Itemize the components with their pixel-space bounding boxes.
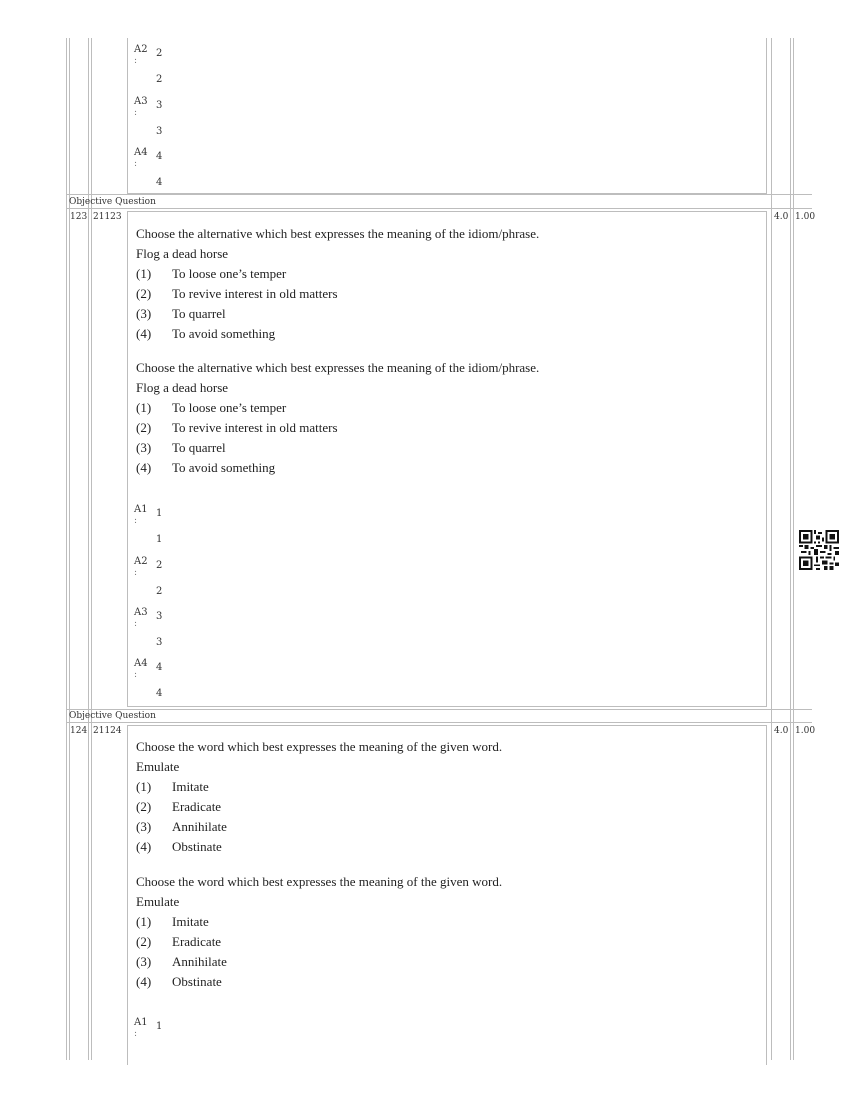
answer-value: 2 <box>156 74 163 85</box>
answer-label: A1 <box>134 504 148 515</box>
question-body <box>136 737 756 857</box>
option-text: Obstinate <box>172 839 222 854</box>
option-row <box>136 837 756 857</box>
row-divider <box>66 722 812 723</box>
answer-colon: : <box>134 56 138 66</box>
answer-value: 4 <box>156 177 163 188</box>
option-text: To quarrel <box>172 306 226 321</box>
question-serial: 124 <box>70 726 88 736</box>
answer-value: 3 <box>156 100 163 111</box>
question-content-cell-top <box>127 38 767 194</box>
answer-a4 <box>134 658 194 710</box>
option-row <box>136 817 756 837</box>
option-row <box>136 912 756 932</box>
answer-colon: : <box>134 159 138 169</box>
option-number: (3) <box>136 440 152 455</box>
option-row <box>136 304 756 324</box>
answer-value: 4 <box>156 688 163 699</box>
question-stem: Choose the alternative which best expresses the meaning of the idiom/phrase. <box>136 360 540 375</box>
table-border-left-inner <box>69 38 70 1060</box>
question-prompt: Emulate <box>136 759 180 774</box>
option-row <box>136 438 756 458</box>
option-number: (3) <box>136 819 152 834</box>
question-id: 21124 <box>93 726 122 736</box>
option-row <box>136 264 756 284</box>
answer-label: A3 <box>134 607 148 618</box>
option-row <box>136 398 756 418</box>
top-answer-a2 <box>134 44 194 96</box>
answer-label: A2 <box>134 556 148 567</box>
answer-value: 2 <box>156 586 163 597</box>
section-label: Objective Question <box>69 197 156 207</box>
option-row <box>136 324 756 344</box>
answer-a1 <box>134 504 194 556</box>
question-stem: Choose the word which best expresses the meaning of the given word. <box>136 739 503 754</box>
answer-value: 3 <box>156 126 163 137</box>
option-row <box>136 932 756 952</box>
answer-value: 1 <box>156 1021 163 1032</box>
option-text: Annihilate <box>172 819 227 834</box>
question-id: 21123 <box>93 212 122 222</box>
answer-colon: : <box>134 516 138 526</box>
question-body-repeat <box>136 358 756 478</box>
answer-colon: : <box>134 619 138 629</box>
answer-colon: : <box>134 108 138 118</box>
option-number: (4) <box>136 460 152 475</box>
answer-value: 1 <box>156 534 163 545</box>
option-row <box>136 284 756 304</box>
option-number: (1) <box>136 779 152 794</box>
option-number: (2) <box>136 799 152 814</box>
question-serial: 123 <box>70 212 88 222</box>
answer-label: A4 <box>134 147 148 158</box>
option-number: (1) <box>136 400 152 415</box>
col-sep-2 <box>91 38 92 1060</box>
answer-label: A1 <box>134 1017 148 1028</box>
answer-a2 <box>134 556 194 608</box>
question-body <box>136 224 756 344</box>
answer-value: 3 <box>156 611 163 622</box>
option-number: (4) <box>136 974 152 989</box>
option-text: Imitate <box>172 779 209 794</box>
option-row <box>136 797 756 817</box>
option-number: (2) <box>136 286 152 301</box>
option-text: To avoid something <box>172 460 276 475</box>
option-row <box>136 952 756 972</box>
answer-value: 4 <box>156 151 163 162</box>
answer-a1 <box>134 1017 194 1069</box>
option-number: (1) <box>136 266 152 281</box>
question-prompt: Emulate <box>136 894 180 909</box>
section-label: Objective Question <box>69 711 156 721</box>
question-prompt: Flog a dead horse <box>136 246 229 261</box>
option-text: To quarrel <box>172 440 226 455</box>
option-row <box>136 777 756 797</box>
question-negative-marks: 1.00 <box>795 212 816 222</box>
question-stem: Choose the word which best expresses the meaning of the given word. <box>136 874 503 889</box>
option-number: (2) <box>136 934 152 949</box>
table-border-left-outer <box>66 38 67 1060</box>
option-row <box>136 418 756 438</box>
row-divider <box>66 208 812 209</box>
question-body-repeat <box>136 872 756 992</box>
top-answer-a3 <box>134 96 194 148</box>
option-text: To loose one’s temper <box>172 400 287 415</box>
option-number: (1) <box>136 914 152 929</box>
answer-colon: : <box>134 670 138 680</box>
answer-value: 3 <box>156 637 163 648</box>
option-number: (4) <box>136 839 152 854</box>
option-number: (2) <box>136 420 152 435</box>
answer-label: A3 <box>134 96 148 107</box>
row-divider <box>66 709 812 710</box>
answer-value: 2 <box>156 48 163 59</box>
option-text: Eradicate <box>172 934 222 949</box>
option-text: Obstinate <box>172 974 222 989</box>
question-marks: 4.0 <box>774 212 789 222</box>
option-number: (3) <box>136 306 152 321</box>
option-text: Imitate <box>172 914 209 929</box>
answer-colon: : <box>134 568 138 578</box>
question-marks: 4.0 <box>774 726 789 736</box>
option-row <box>136 972 756 992</box>
answer-a3 <box>134 607 194 659</box>
top-answer-a4 <box>134 147 194 199</box>
option-text: To revive interest in old matters <box>172 420 338 435</box>
option-text: To loose one’s temper <box>172 266 287 281</box>
answer-label: A2 <box>134 44 148 55</box>
option-text: To revive interest in old matters <box>172 286 338 301</box>
answer-value: 4 <box>156 662 163 673</box>
col-sep-right-2 <box>790 38 791 1060</box>
col-sep-right-1 <box>771 38 772 1060</box>
option-number: (3) <box>136 954 152 969</box>
answer-label: A4 <box>134 658 148 669</box>
row-divider <box>66 194 812 195</box>
option-number: (4) <box>136 326 152 341</box>
option-row <box>136 458 756 478</box>
option-text: Eradicate <box>172 799 222 814</box>
question-negative-marks: 1.00 <box>795 726 816 736</box>
col-sep-1 <box>88 38 89 1060</box>
col-sep-right-3 <box>793 38 794 1060</box>
option-text: Annihilate <box>172 954 227 969</box>
question-stem: Choose the alternative which best expresses the meaning of the idiom/phrase. <box>136 226 540 241</box>
answer-value: 1 <box>156 508 163 519</box>
answer-colon: : <box>134 1029 138 1039</box>
qr-code-icon <box>799 530 839 570</box>
option-text: To avoid something <box>172 326 276 341</box>
question-prompt: Flog a dead horse <box>136 380 229 395</box>
answer-value: 2 <box>156 560 163 571</box>
